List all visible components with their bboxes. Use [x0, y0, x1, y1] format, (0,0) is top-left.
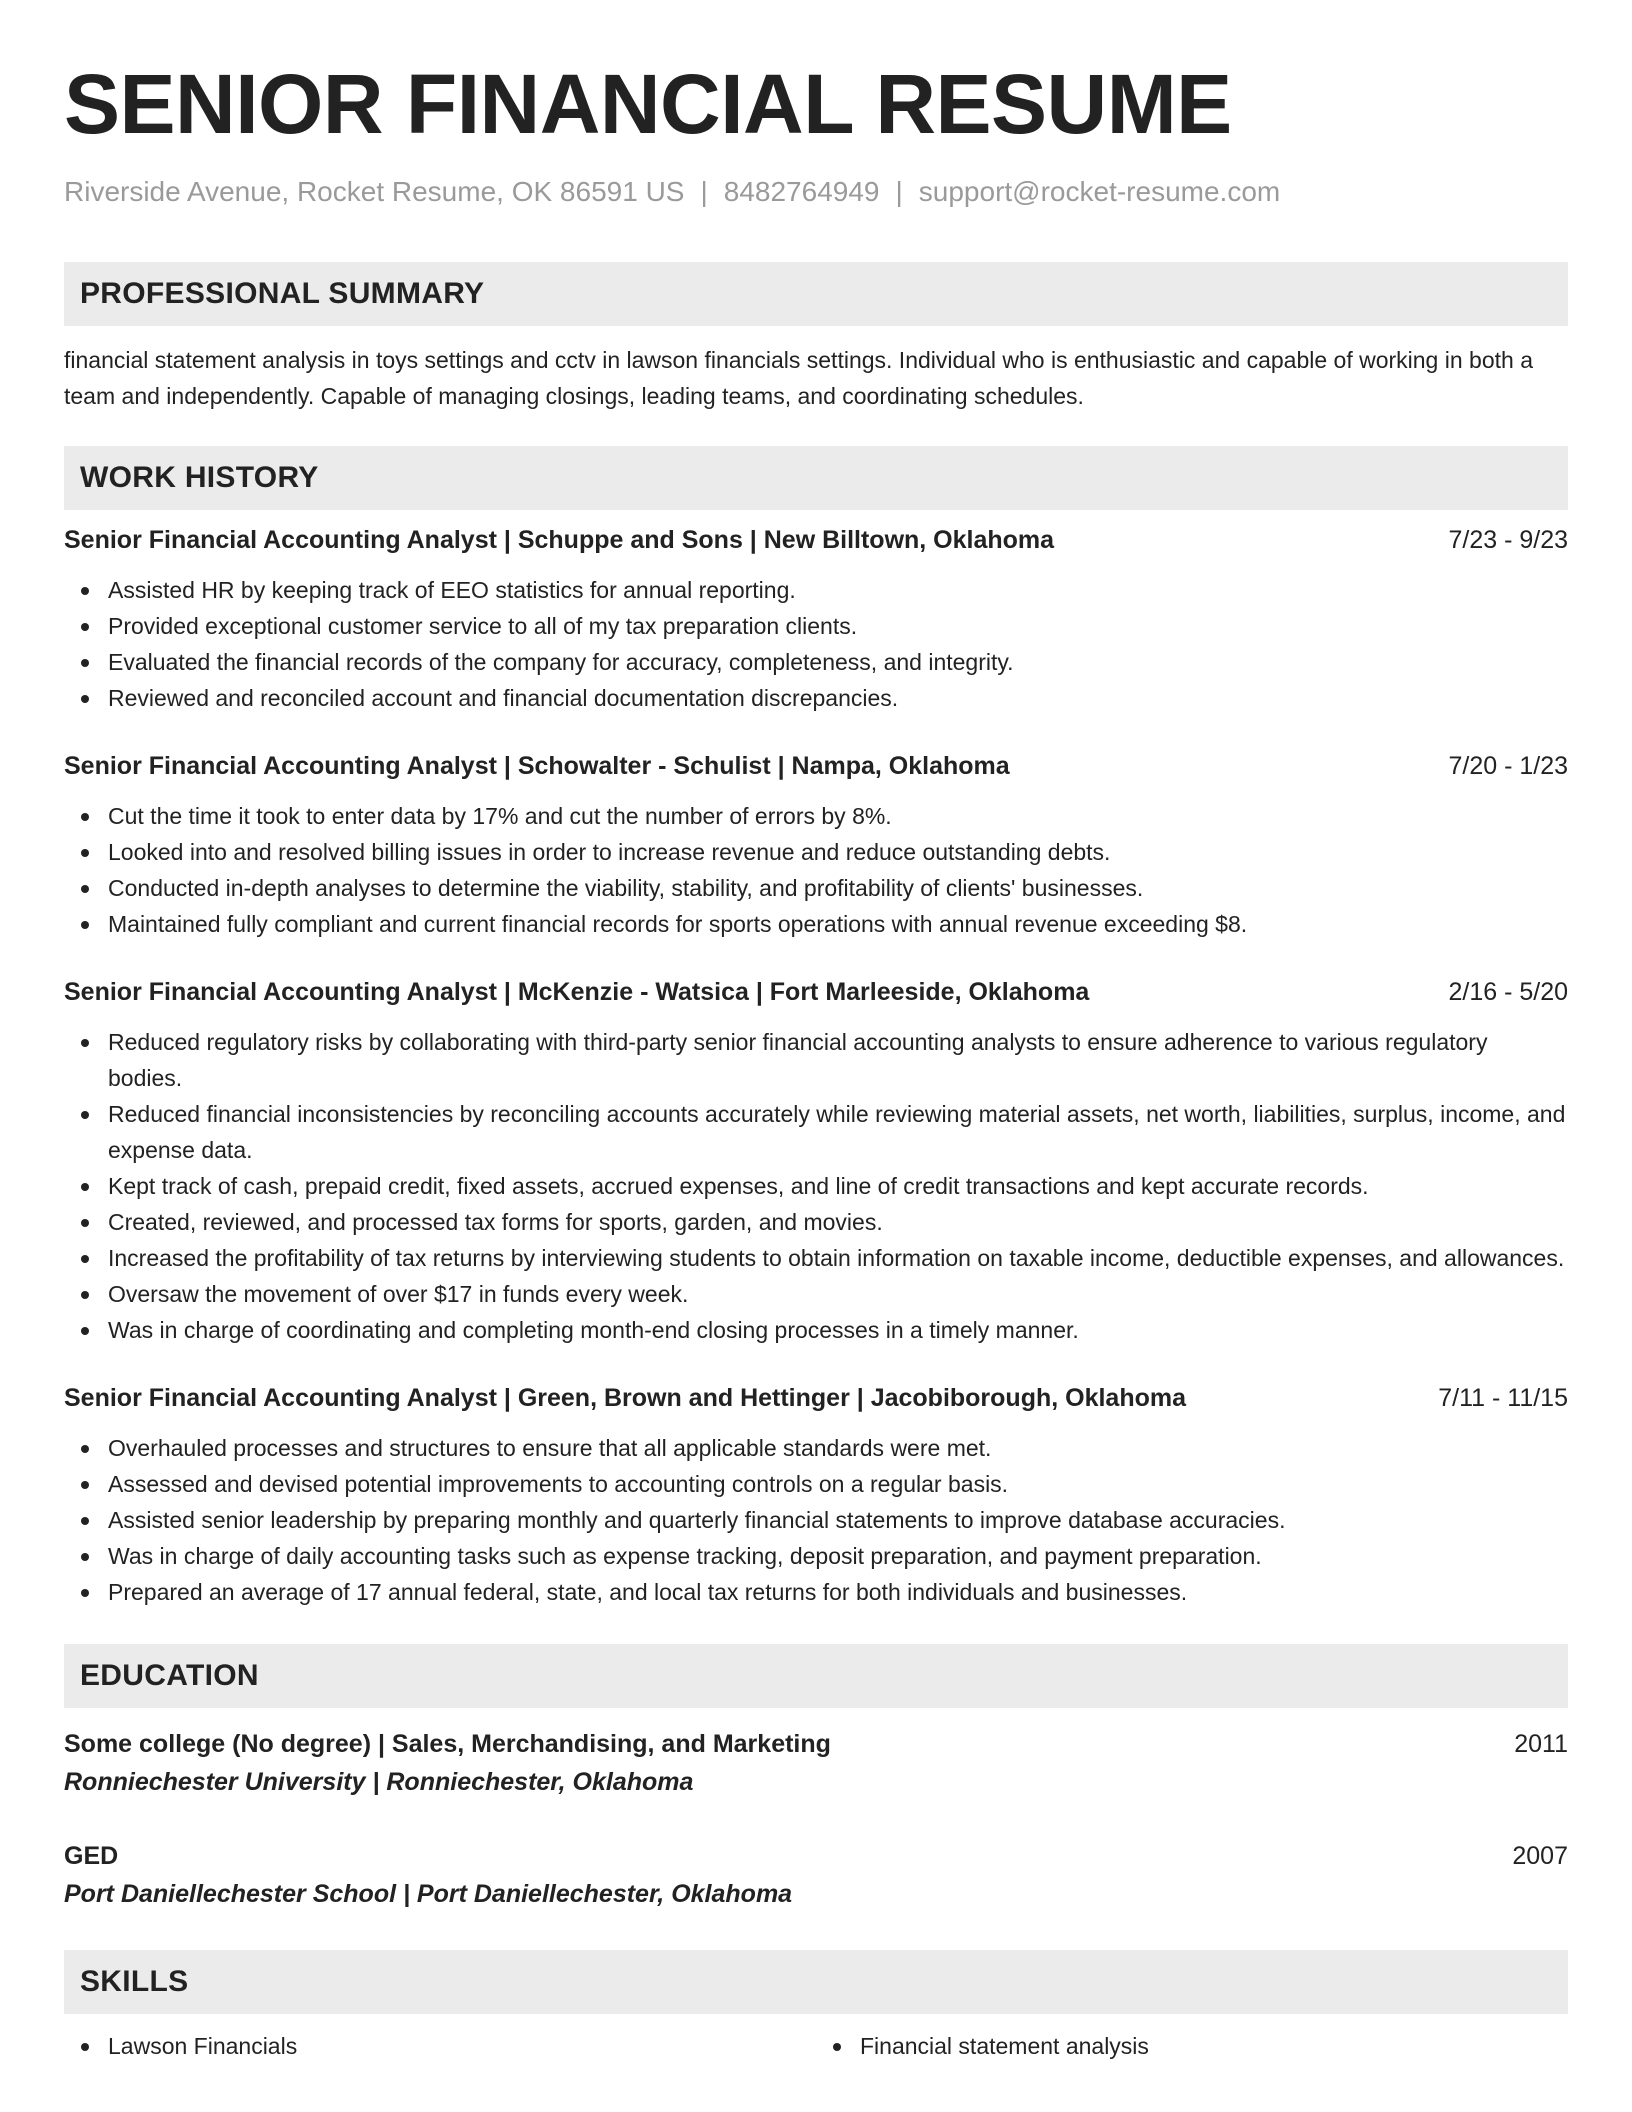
- job-heading: [64, 974, 1568, 1010]
- education-entry: [64, 1726, 1568, 1800]
- job-bullets: [64, 1430, 1568, 1610]
- section-header-work-history: WORK HISTORY: [64, 446, 1568, 510]
- education-heading: [64, 1726, 1568, 1762]
- job-bullet: Assessed and devised potential improvements to accounting controls on a regular basis.: [64, 1466, 1568, 1502]
- contact-separator: |: [895, 176, 903, 207]
- section-header-summary: PROFESSIONAL SUMMARY: [64, 262, 1568, 326]
- job-bullet: Maintained fully compliant and current financial records for sports operations with annual revenue exceeding $8.: [64, 906, 1568, 942]
- job-bullet: Reduced financial inconsistencies by reconciling accounts accurately while reviewing material assets, net worth, liabilities, surplus, income, and expense data.: [64, 1096, 1568, 1168]
- education-heading: [64, 1838, 1568, 1874]
- job-dates: 7/20 - 1/23: [1448, 752, 1568, 780]
- contact-email: support@rocket-resume.com: [918, 176, 1281, 207]
- job-title: Senior Financial Accounting Analyst | Schuppe and Sons | New Billtown, Oklahoma: [64, 526, 1055, 554]
- job-bullet: Evaluated the financial records of the company for accuracy, completeness, and integrity.: [64, 644, 1568, 680]
- education-school: Port Daniellechester School | Port Daniellechester, Oklahoma: [64, 1880, 793, 1908]
- job-title: Senior Financial Accounting Analyst | Schowalter - Schulist | Nampa, Oklahoma: [64, 752, 1010, 780]
- job-title: Senior Financial Accounting Analyst | McKenzie - Watsica | Fort Marleeside, Oklahoma: [64, 978, 1090, 1006]
- contact-line: [64, 174, 1568, 210]
- section-header-education: EDUCATION: [64, 1644, 1568, 1708]
- job-bullet: Provided exceptional customer service to all of my tax preparation clients.: [64, 608, 1568, 644]
- job-heading: [64, 522, 1568, 558]
- contact-phone: 8482764949: [723, 176, 880, 207]
- job-bullet: Reviewed and reconciled account and financial documentation discrepancies.: [64, 680, 1568, 716]
- job-bullet: Assisted HR by keeping track of EEO statistics for annual reporting.: [64, 572, 1568, 608]
- job-entry: [64, 522, 1568, 716]
- contact-separator: |: [700, 176, 708, 207]
- skill-item: Lawson Financials: [64, 2028, 816, 2064]
- skills-list: [64, 2028, 1568, 2064]
- education-degree: GED: [64, 1842, 119, 1870]
- job-heading: [64, 748, 1568, 784]
- job-bullet: Conducted in-depth analyses to determine the viability, stability, and profitability of clients' businesses.: [64, 870, 1568, 906]
- job-bullets: [64, 572, 1568, 716]
- job-dates: 7/11 - 11/15: [1438, 1384, 1568, 1412]
- job-bullet: Created, reviewed, and processed tax forms for sports, garden, and movies.: [64, 1204, 1568, 1240]
- job-bullet: Was in charge of daily accounting tasks such as expense tracking, deposit preparation, and payment preparation.: [64, 1538, 1568, 1574]
- job-bullet: Oversaw the movement of over $17 in funds every week.: [64, 1276, 1568, 1312]
- job-bullet: Looked into and resolved billing issues in order to increase revenue and reduce outstanding debts.: [64, 834, 1568, 870]
- job-bullets: [64, 1024, 1568, 1348]
- job-bullet: Was in charge of coordinating and completing month-end closing processes in a timely manner.: [64, 1312, 1568, 1348]
- resume-name: SENIOR FINANCIAL RESUME: [64, 57, 1232, 151]
- job-dates: 2/16 - 5/20: [1448, 978, 1568, 1006]
- job-title: Senior Financial Accounting Analyst | Green, Brown and Hettinger | Jacobiborough, Oklahoma: [64, 1384, 1187, 1412]
- job-entry: [64, 974, 1568, 1348]
- job-bullet: Assisted senior leadership by preparing monthly and quarterly financial statements to improve database accuracies.: [64, 1502, 1568, 1538]
- summary-text: financial statement analysis in toys settings and cctv in lawson financials settings. Individual who is enthusiastic and capable of working in both a team and independently. Capable of managing closings, leading teams, and coordinating schedules.: [64, 347, 1533, 409]
- job-bullet: Increased the profitability of tax returns by interviewing students to obtain information on taxable income, deductible expenses, and allowances.: [64, 1240, 1568, 1276]
- job-entry: [64, 748, 1568, 942]
- skill-item: Financial statement analysis: [816, 2028, 1568, 2064]
- job-bullet: Prepared an average of 17 annual federal, state, and local tax returns for both individuals and businesses.: [64, 1574, 1568, 1610]
- contact-address: Riverside Avenue, Rocket Resume, OK 86591 US: [64, 176, 685, 207]
- education-year: 2007: [1512, 1842, 1568, 1870]
- job-entry: [64, 1380, 1568, 1610]
- education-degree: Some college (No degree) | Sales, Merchandising, and Marketing: [64, 1730, 831, 1758]
- job-heading: [64, 1380, 1568, 1416]
- job-dates: 7/23 - 9/23: [1448, 526, 1568, 554]
- education-entry: [64, 1838, 1568, 1912]
- education-school: Ronniechester University | Ronniechester, Oklahoma: [64, 1768, 694, 1796]
- job-bullet: Cut the time it took to enter data by 17% and cut the number of errors by 8%.: [64, 798, 1568, 834]
- job-bullet: Overhauled processes and structures to ensure that all applicable standards were met.: [64, 1430, 1568, 1466]
- job-bullets: [64, 798, 1568, 942]
- section-header-skills: SKILLS: [64, 1950, 1568, 2014]
- job-bullet: Reduced regulatory risks by collaborating with third-party senior financial accounting analysts to ensure adherence to various regulatory bodies.: [64, 1024, 1568, 1096]
- education-year: 2011: [1514, 1730, 1568, 1758]
- job-bullet: Kept track of cash, prepaid credit, fixed assets, accrued expenses, and line of credit transactions and kept accurate records.: [64, 1168, 1568, 1204]
